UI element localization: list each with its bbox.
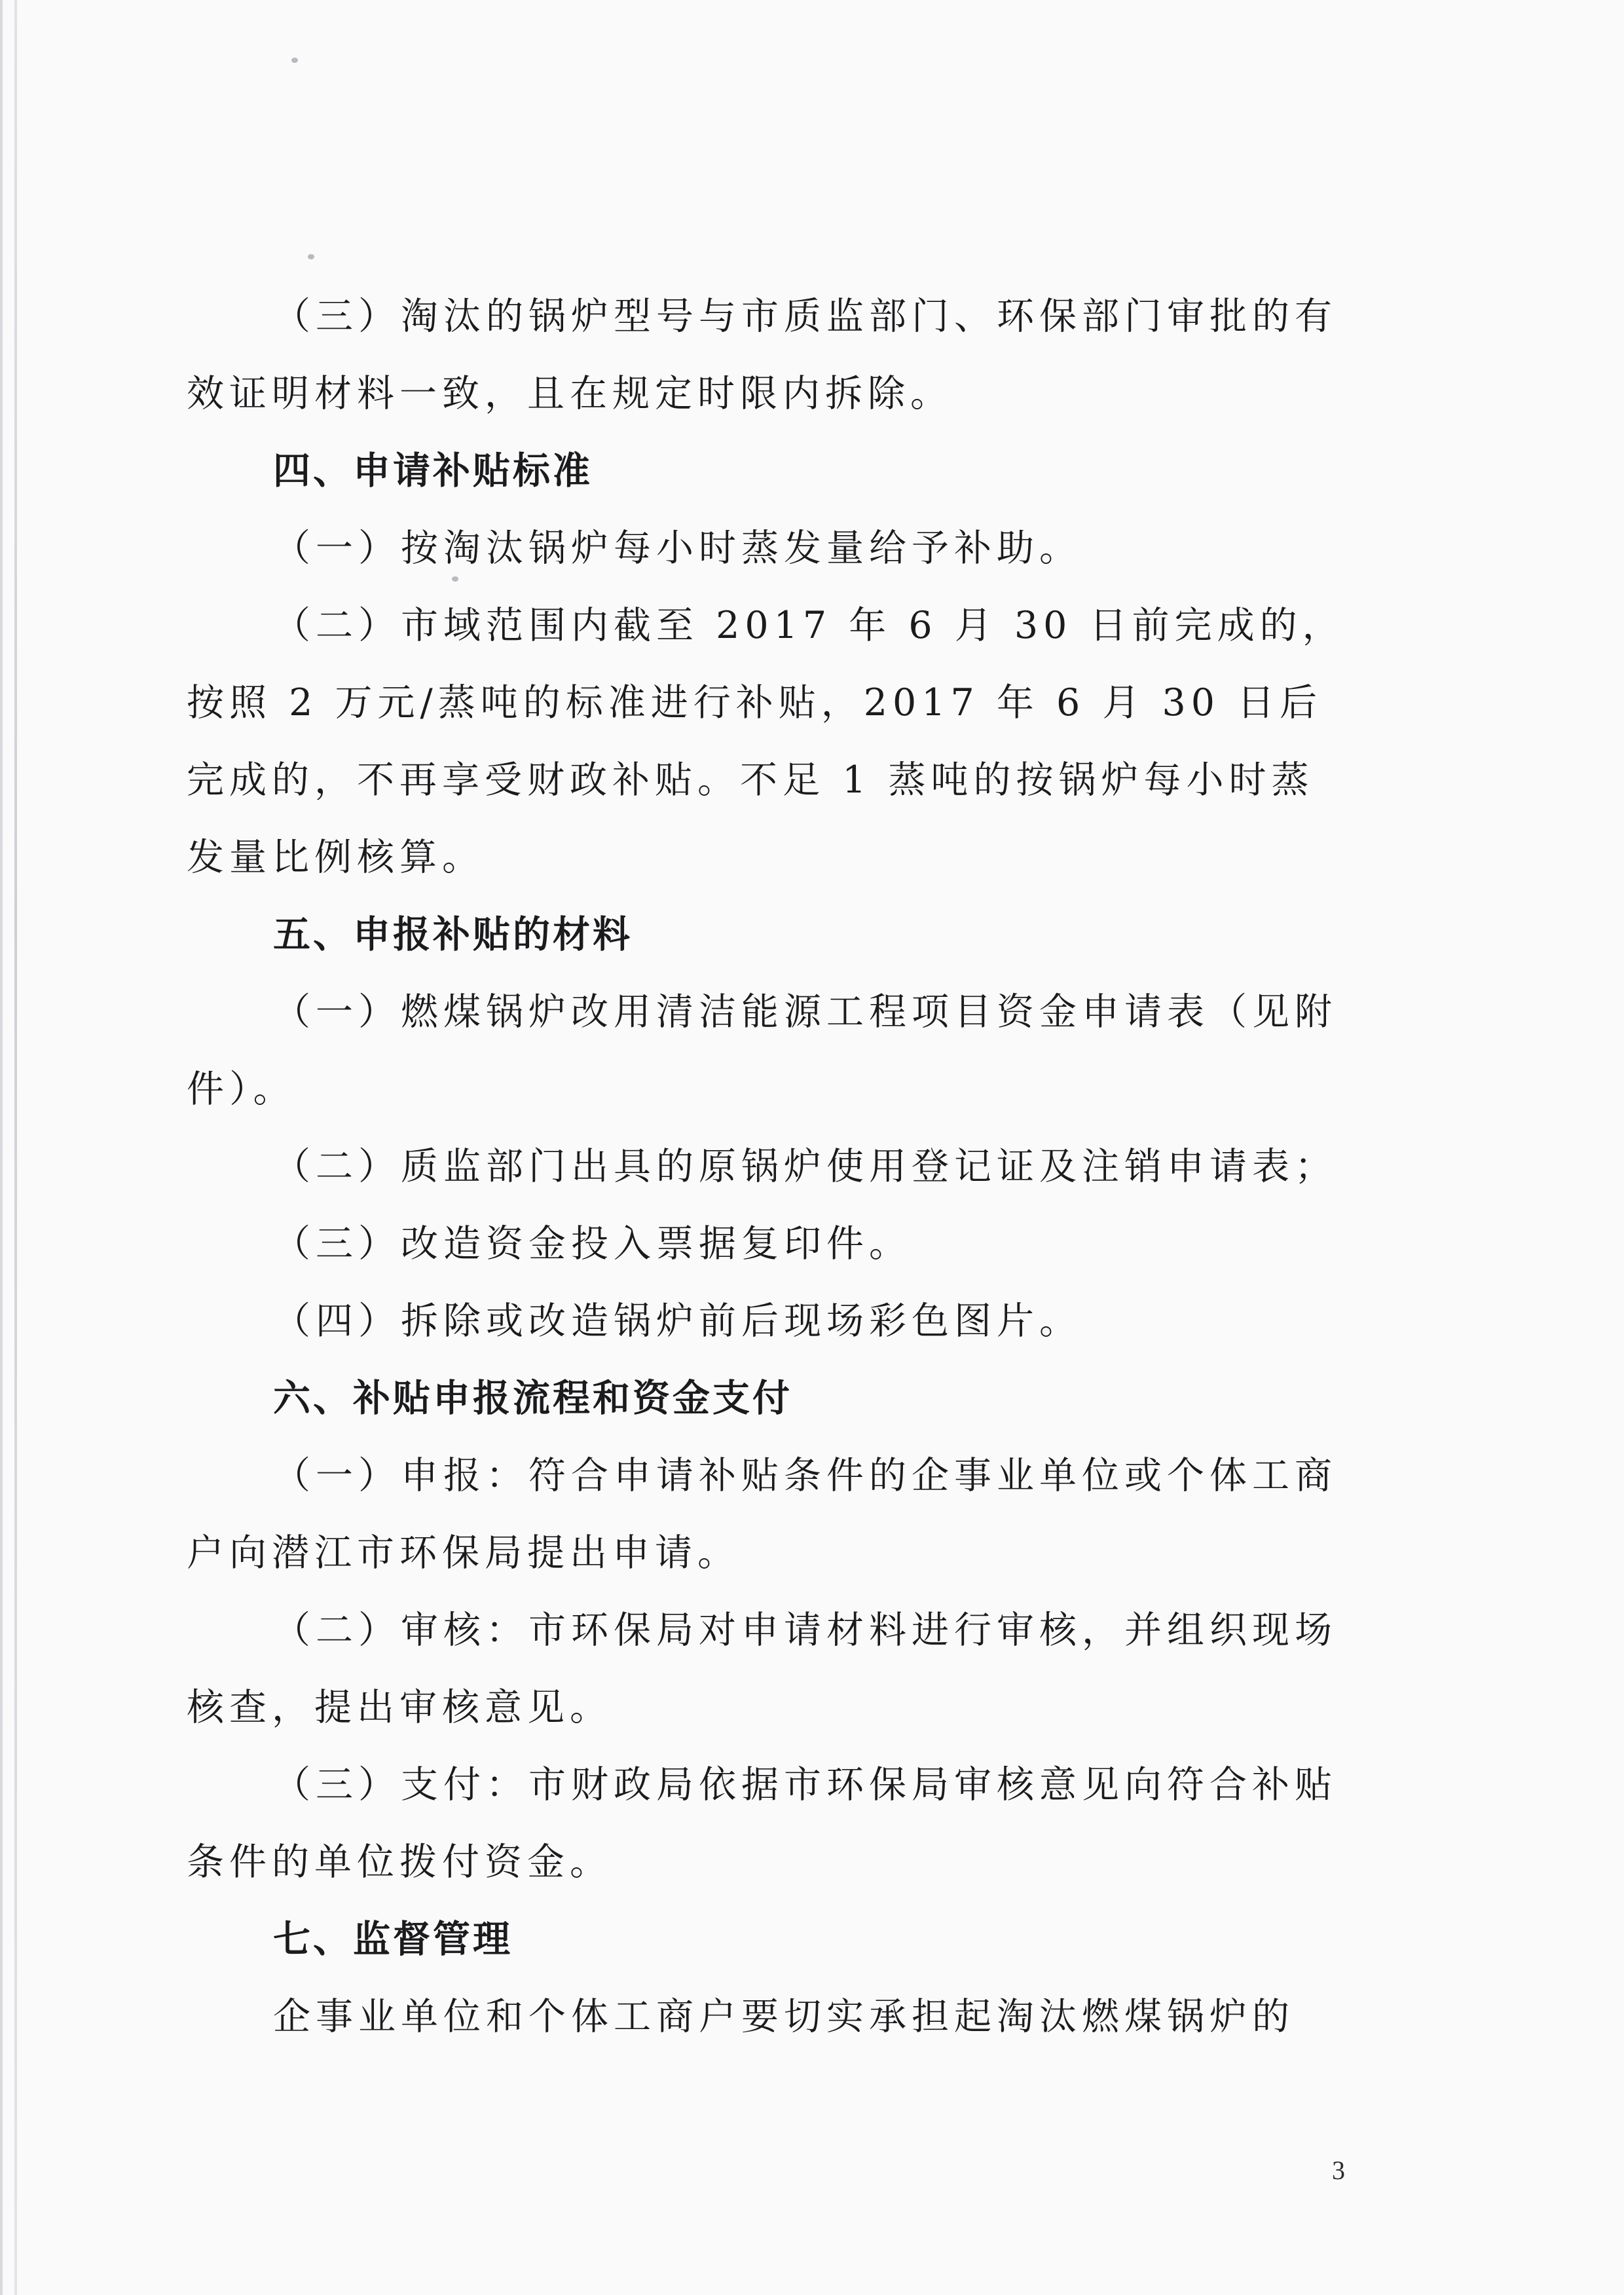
paragraph-supervision: 企事业单位和个体工商户要切实承担起淘汰燃煤锅炉的	[273, 1995, 1295, 2038]
document-body	[187, 278, 1352, 2055]
paragraph-material-4: （四）拆除或改造锅炉前后现场彩色图片。	[273, 1299, 1082, 1343]
section-heading-6: 六、补贴申报流程和资金支付	[273, 1377, 792, 1420]
page-number: 3	[1332, 2155, 1345, 2185]
scan-speck	[291, 58, 298, 63]
section-heading-7: 七、监督管理	[273, 1918, 513, 1961]
scan-speck	[308, 254, 314, 259]
section-heading-5: 五、申报补贴的材料	[273, 913, 633, 956]
paragraph-subsidy-basis: （一）按淘汰锅炉每小时蒸发量给予补助。	[273, 527, 1082, 570]
paragraph-subsidy-amount: （二）市域范围内截至 2017 年 6 月 30 日前完成的，按照 2 万元/蒸吨的标准进行补贴，2017 年 6 月 30 日后完成的，不再享受财政补贴。不足 1 蒸吨的按锅炉每小时蒸发量比例核算。	[187, 604, 1345, 879]
section-heading-4: 四、申请补贴标准	[273, 449, 593, 493]
paragraph-item-3-criteria: （三）淘汰的锅炉型号与市质监部门、环保部门审批的有效证明材料一致，且在规定时限内拆除。	[187, 295, 1337, 415]
paragraph-material-2: （二）质监部门出具的原锅炉使用登记证及注销申请表；	[273, 1145, 1337, 1188]
paragraph-process-payment: （三）支付：市财政局依据市环保局审核意见向符合补贴条件的单位拨付资金。	[187, 1763, 1337, 1884]
paragraph-material-1: （一）燃煤锅炉改用清洁能源工程项目资金申请表（见附件）。	[187, 990, 1337, 1111]
paragraph-process-apply: （一）申报：符合申请补贴条件的企事业单位或个体工商户向潜江市环保局提出申请。	[187, 1454, 1337, 1575]
scan-left-edge	[14, 0, 17, 2295]
paragraph-process-review: （二）审核：市环保局对申请材料进行审核，并组织现场核查，提出审核意见。	[187, 1609, 1337, 1729]
paragraph-material-3: （三）改造资金投入票据复印件。	[273, 1222, 912, 1265]
